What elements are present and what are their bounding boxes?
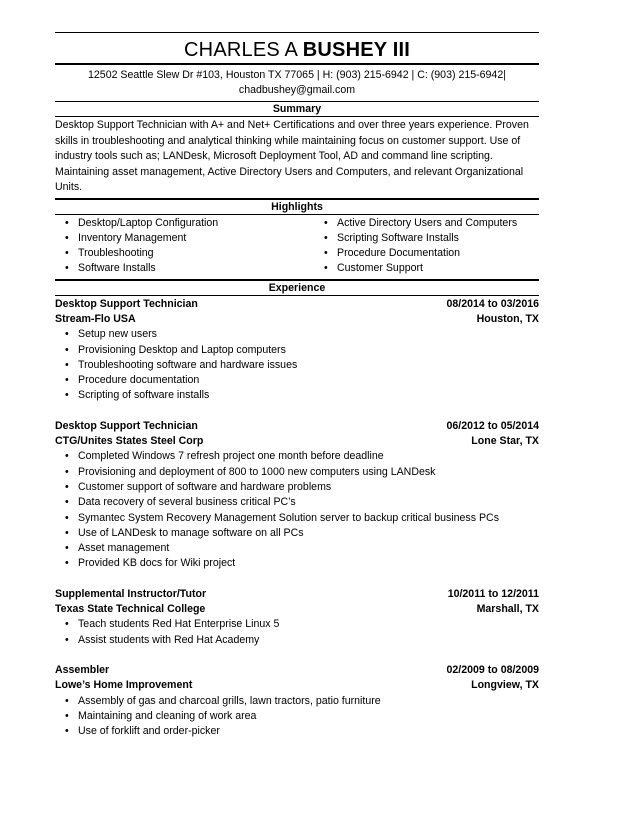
duty-item-text: Assist students with Red Hat Academy bbox=[78, 633, 260, 646]
duty-item-text: Completed Windows 7 refresh project one month before deadline bbox=[78, 450, 384, 463]
duty-item bbox=[55, 449, 539, 464]
highlight-item bbox=[55, 216, 297, 231]
duty-item bbox=[55, 358, 539, 373]
duty-item-text: Teach students Red Hat Enterprise Linux 5 bbox=[78, 618, 280, 631]
bullet-icon: • bbox=[65, 542, 69, 555]
name-rule bbox=[55, 63, 539, 65]
highlights-list bbox=[55, 216, 539, 277]
job-company-row bbox=[55, 312, 539, 327]
duty-item bbox=[55, 556, 539, 571]
job-company: Texas State Technical College bbox=[55, 603, 206, 616]
experience-heading: Experience bbox=[268, 281, 326, 294]
email: chadbushey@gmail.com bbox=[238, 84, 356, 96]
job-title-row bbox=[55, 663, 539, 678]
job-title: Desktop Support Technician bbox=[55, 419, 198, 432]
duty-item bbox=[55, 694, 539, 709]
job-dates: 08/2014 to 03/2016 bbox=[446, 297, 539, 310]
experience-rule-bottom bbox=[55, 295, 539, 296]
highlight-item-text: Desktop/Laptop Configuration bbox=[78, 216, 219, 229]
job-company-row bbox=[55, 434, 539, 449]
job-duties bbox=[55, 449, 539, 571]
job-location: Houston, TX bbox=[476, 312, 539, 325]
highlight-item-text: Troubleshooting bbox=[78, 247, 154, 260]
job-entry bbox=[55, 663, 539, 739]
bullet-icon: • bbox=[65, 343, 69, 356]
job-title: Desktop Support Technician bbox=[55, 297, 198, 310]
highlights-right-column bbox=[297, 216, 539, 277]
duty-item bbox=[55, 541, 539, 556]
duty-item bbox=[55, 495, 539, 510]
highlight-item bbox=[55, 261, 297, 276]
job-entry bbox=[55, 587, 539, 648]
highlight-item bbox=[55, 231, 297, 246]
job-dates: 10/2011 to 12/2011 bbox=[447, 587, 539, 600]
duty-item bbox=[55, 465, 539, 480]
highlights-left-column bbox=[55, 216, 297, 277]
duty-item bbox=[55, 373, 539, 388]
highlight-item bbox=[314, 261, 539, 276]
bullet-icon: • bbox=[65, 633, 69, 646]
bullet-icon: • bbox=[324, 231, 328, 244]
bullet-icon: • bbox=[324, 247, 328, 260]
duty-item-text: Scripting of software installs bbox=[78, 389, 210, 402]
highlight-item bbox=[314, 216, 539, 231]
highlight-item-text: Procedure Documentation bbox=[337, 247, 461, 260]
bullet-icon: • bbox=[65, 694, 69, 707]
duty-item-text: Setup new users bbox=[78, 328, 157, 341]
job-duties bbox=[55, 694, 539, 740]
bullet-icon: • bbox=[65, 358, 69, 371]
bullet-icon: • bbox=[65, 465, 69, 478]
resume-page bbox=[55, 32, 539, 754]
duty-item bbox=[55, 343, 539, 358]
duty-item bbox=[55, 617, 539, 632]
duty-item-text: Symantec System Recovery Management Solution server to backup critical business PCs bbox=[78, 511, 499, 524]
bullet-icon: • bbox=[65, 389, 69, 402]
job-company: CTG/Unites States Steel Corp bbox=[55, 435, 204, 448]
bullet-icon: • bbox=[324, 216, 328, 229]
highlight-item bbox=[314, 246, 539, 261]
job-title: Supplemental Instructor/Tutor bbox=[55, 587, 207, 600]
bullet-icon: • bbox=[65, 480, 69, 493]
bullet-icon: • bbox=[65, 725, 69, 738]
highlight-item-text: Software Installs bbox=[78, 262, 156, 275]
duty-item bbox=[55, 633, 539, 648]
job-entry bbox=[55, 419, 539, 572]
bullet-icon: • bbox=[65, 262, 69, 275]
highlight-item bbox=[314, 231, 539, 246]
duty-item-text: Troubleshooting software and hardware issues bbox=[78, 358, 298, 371]
duty-item bbox=[55, 526, 539, 541]
job-duties bbox=[55, 617, 539, 648]
bullet-icon: • bbox=[65, 247, 69, 260]
job-company-row bbox=[55, 678, 539, 693]
duty-item-text: Provided KB docs for Wiki project bbox=[78, 557, 236, 570]
bullet-icon: • bbox=[65, 231, 69, 244]
bullet-icon: • bbox=[65, 618, 69, 631]
job-dates: 06/2012 to 05/2014 bbox=[446, 419, 539, 432]
job-dates: 02/2009 to 08/2009 bbox=[446, 663, 539, 676]
highlight-item-text: Active Directory Users and Computers bbox=[337, 216, 518, 229]
job-title-row bbox=[55, 419, 539, 434]
job-title-row bbox=[55, 297, 539, 312]
job-company-row bbox=[55, 602, 539, 617]
job-location: Marshall, TX bbox=[476, 603, 539, 616]
job-entry bbox=[55, 297, 539, 404]
duty-item-text: Use of forklift and order-picker bbox=[78, 725, 220, 738]
bullet-icon: • bbox=[65, 374, 69, 387]
job-duties bbox=[55, 327, 539, 403]
bullet-icon: • bbox=[65, 216, 69, 229]
contact-block bbox=[55, 68, 539, 98]
duty-item-text: Customer support of software and hardware problems bbox=[78, 480, 332, 493]
duty-item bbox=[55, 388, 539, 403]
duty-item-text: Maintaining and cleaning of work area bbox=[78, 709, 257, 722]
highlight-item bbox=[55, 246, 297, 261]
name-first: CHARLES A bbox=[184, 39, 303, 61]
summary-text: Desktop Support Technician with A+ and Net+ Certifications and over three years experience. Proven skills in troubleshooting and analytical thinking while maintaining focus on customer support. Use of industry tools such as; LANDesk, Microsoft Deployment Tool, AD and command line scripting. Maintaining asset management, Active Directory Users and Computers, and relevant Organizational Units. bbox=[55, 119, 529, 193]
duty-item bbox=[55, 724, 539, 739]
bullet-icon: • bbox=[65, 496, 69, 509]
duty-item-text: Assembly of gas and charcoal grills, lawn tractors, patio furniture bbox=[78, 694, 381, 707]
duty-item-text: Provisioning Desktop and Laptop computers bbox=[78, 343, 286, 356]
bullet-icon: • bbox=[65, 450, 69, 463]
bullet-icon: • bbox=[65, 328, 69, 341]
summary-rule-bottom bbox=[55, 116, 539, 117]
bullet-icon: • bbox=[65, 511, 69, 524]
duty-item-text: Procedure documentation bbox=[78, 374, 200, 387]
highlight-item-text: Customer Support bbox=[337, 262, 423, 275]
duty-item-text: Provisioning and deployment of 800 to 1000 new computers using LANDesk bbox=[78, 465, 436, 478]
duty-item bbox=[55, 327, 539, 342]
highlights-heading: Highlights bbox=[271, 200, 323, 213]
duty-item bbox=[55, 511, 539, 526]
summary-heading: Summary bbox=[272, 103, 322, 115]
duty-item-text: Use of LANDesk to manage software on all PCs bbox=[78, 526, 304, 539]
duty-item bbox=[55, 709, 539, 724]
duty-item bbox=[55, 480, 539, 495]
highlight-item-text: Inventory Management bbox=[78, 231, 187, 244]
experience-list bbox=[55, 297, 539, 740]
job-title: Assembler bbox=[55, 663, 110, 676]
candidate-name bbox=[55, 37, 539, 63]
job-company: Lowe’s Home Improvement bbox=[55, 679, 193, 692]
bullet-icon: • bbox=[65, 526, 69, 539]
duty-item-text: Data recovery of several business critical PC’s bbox=[78, 496, 296, 509]
highlight-item-text: Scripting Software Installs bbox=[337, 231, 459, 244]
job-location: Longview, TX bbox=[471, 679, 539, 692]
bullet-icon: • bbox=[324, 262, 328, 275]
duty-item-text: Asset management bbox=[78, 542, 170, 555]
contact-line: 12502 Seattle Slew Dr #103, Houston TX 77065 | H: (903) 215-6942 | C: (903) 215-6942| bbox=[88, 69, 506, 81]
highlights-rule-bottom bbox=[55, 214, 539, 215]
job-location: Lone Star, TX bbox=[471, 435, 539, 448]
bullet-icon: • bbox=[65, 557, 69, 570]
job-company: Stream-Flo USA bbox=[55, 312, 136, 325]
job-title-row bbox=[55, 587, 539, 602]
name-last: BUSHEY III bbox=[302, 39, 410, 61]
top-rule bbox=[55, 32, 539, 33]
bullet-icon: • bbox=[65, 709, 69, 722]
